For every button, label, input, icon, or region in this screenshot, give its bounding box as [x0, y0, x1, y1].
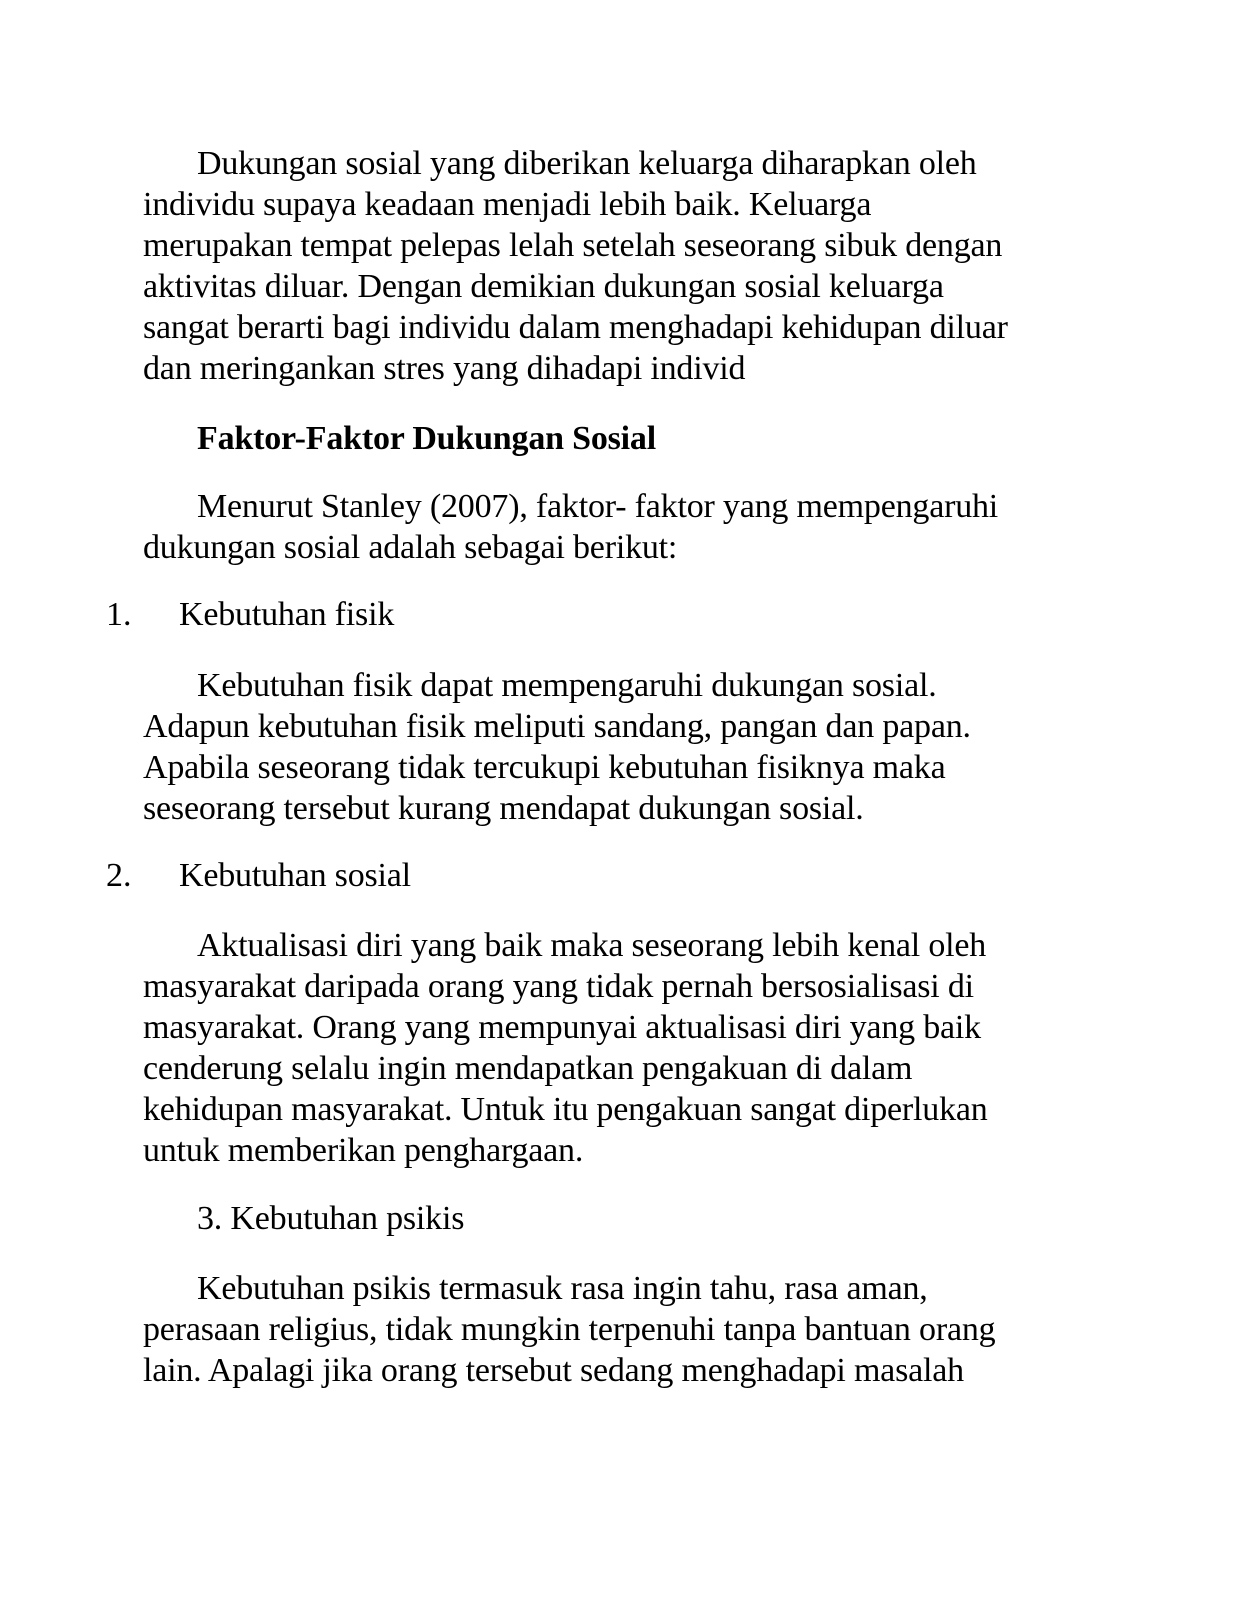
text-line: masyarakat. Orang yang mempunyai aktualisasi diri yang baik	[143, 1009, 981, 1046]
text-line: sangat berarti bagi individu dalam menghadapi kehidupan diluar	[143, 309, 1008, 346]
list-item-title: Kebutuhan fisik	[179, 596, 395, 633]
text-line: dukungan sosial adalah sebagai berikut:	[143, 529, 678, 566]
text-line: individu supaya keadaan menjadi lebih baik. Keluarga	[143, 186, 872, 223]
list-number: 2.	[106, 857, 132, 894]
text-line: lain. Apalagi jika orang tersebut sedang menghadapi masalah	[143, 1352, 964, 1389]
text-line: dan meringankan stres yang dihadapi individ	[143, 350, 746, 387]
text-line: merupakan tempat pelepas lelah setelah seseorang sibuk dengan	[143, 227, 1003, 264]
list-item-title: Kebutuhan sosial	[179, 857, 411, 894]
text-line: Dukungan sosial yang diberikan keluarga diharapkan oleh	[197, 145, 977, 182]
text-line: Adapun kebutuhan fisik meliputi sandang, pangan dan papan.	[143, 708, 971, 745]
text-line: seseorang tersebut kurang mendapat dukungan sosial.	[143, 790, 864, 827]
text-line: perasaan religius, tidak mungkin terpenuhi tanpa bantuan orang	[143, 1311, 996, 1348]
text-line: aktivitas diluar. Dengan demikian dukungan sosial keluarga	[143, 268, 944, 305]
list-item-title: 3. Kebutuhan psikis	[197, 1200, 465, 1237]
text-line: Kebutuhan psikis termasuk rasa ingin tahu, rasa aman,	[197, 1270, 928, 1307]
text-line: Menurut Stanley (2007), faktor- faktor yang mempengaruhi	[197, 488, 999, 525]
text-line: Apabila seseorang tidak tercukupi kebutuhan fisiknya maka	[143, 749, 946, 786]
text-line: cenderung selalu ingin mendapatkan pengakuan di dalam	[143, 1050, 913, 1087]
text-line: masyarakat daripada orang yang tidak pernah bersosialisasi di	[143, 968, 974, 1005]
section-heading: Faktor-Faktor Dukungan Sosial	[197, 420, 656, 457]
text-line: kehidupan masyarakat. Untuk itu pengakuan sangat diperlukan	[143, 1091, 988, 1128]
text-line: untuk memberikan penghargaan.	[143, 1132, 584, 1169]
text-line: Aktualisasi diri yang baik maka seseorang lebih kenal oleh	[197, 927, 987, 964]
list-number: 1.	[106, 596, 132, 633]
text-line: Kebutuhan fisik dapat mempengaruhi dukungan sosial.	[197, 667, 937, 704]
